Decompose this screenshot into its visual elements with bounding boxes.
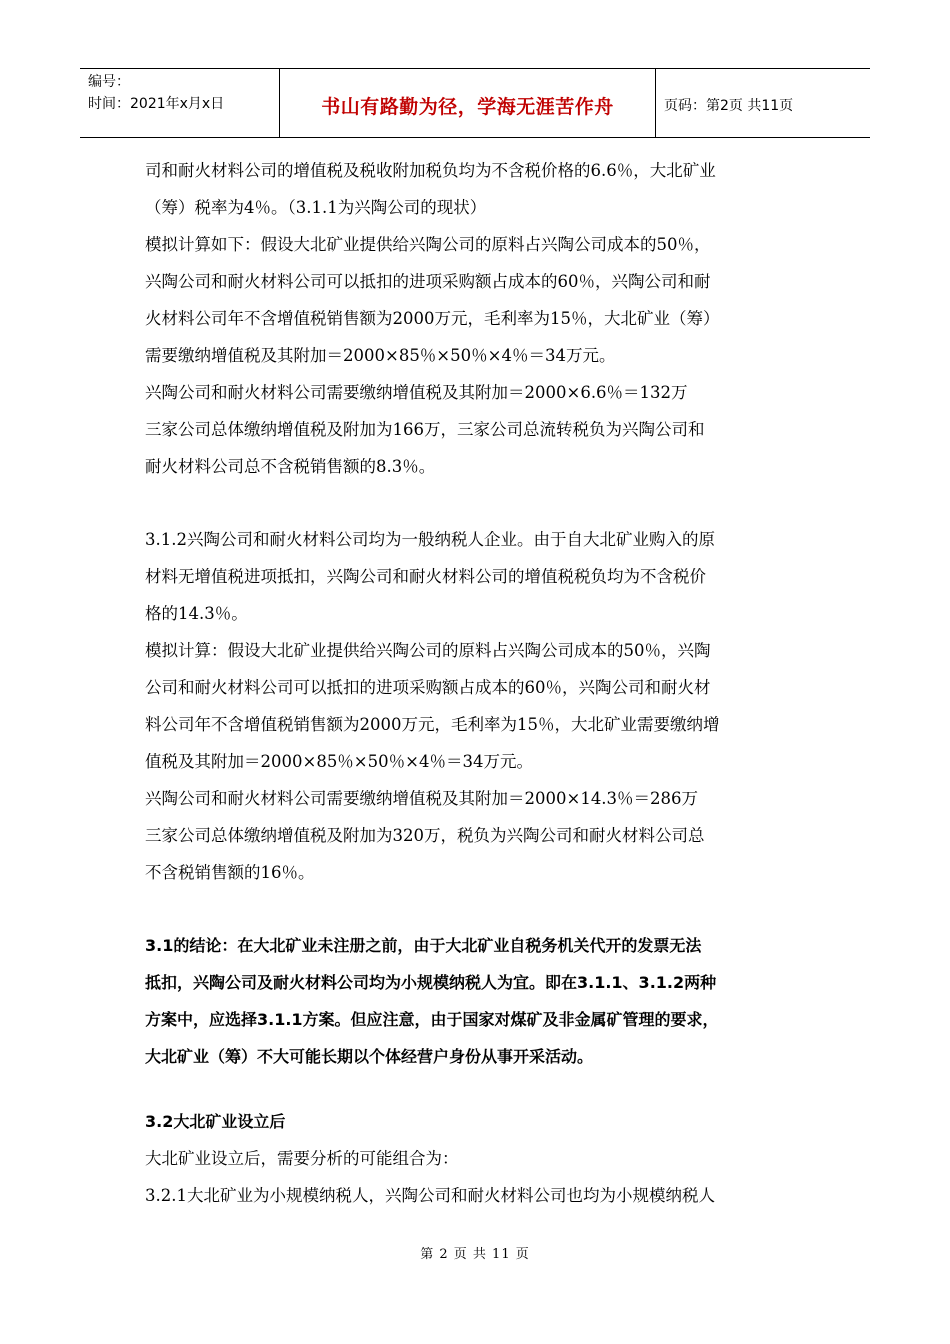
text-line: 司和耐火材料公司的增值税及税收附加税负均为不含税价格的6.6％，大北矿业 [145, 161, 716, 180]
paragraph-3-1-2 [145, 521, 815, 891]
text-line: 兴陶公司和耐火材料公司需要缴纳增值税及其附加＝2000×6.6％＝132万 [145, 383, 688, 402]
text-line: 耐火材料公司总不含税销售额的8.3％。 [145, 457, 436, 476]
document-body [145, 152, 815, 1214]
text-line: 三家公司总体缴纳增值税及附加为166万，三家公司总流转税负为兴陶公司和 [145, 420, 705, 439]
text-line: 不含税销售额的16％。 [145, 863, 315, 882]
text-line: 火材料公司年不含增值税销售额为2000万元，毛利率为15％，大北矿业（筹） [145, 309, 720, 328]
text-line: 值税及其附加＝2000×85％×50％×4％＝34万元。 [145, 752, 533, 771]
text-line: 大北矿业（筹）不大可能长期以个体经营户身份从事开采活动。 [145, 1047, 594, 1066]
text-line: 材料无增值税进项抵扣，兴陶公司和耐火材料公司的增值税税负均为不含税价 [145, 567, 706, 586]
paragraph-3-2 [145, 1140, 815, 1214]
text-line: 格的14.3％。 [145, 604, 248, 623]
page-header [80, 68, 870, 138]
header-page-info: 页码：第2页 共11页 [664, 98, 794, 114]
text-line: 模拟计算：假设大北矿业提供给兴陶公司的原料占兴陶公司成本的50％，兴陶 [145, 641, 711, 660]
text-line: 抵扣，兴陶公司及耐火材料公司均为小规模纳税人为宜。即在3.1.1、3.1.2两种 [145, 973, 717, 992]
text-line: （筹）税率为4％。（3.1.1为兴陶公司的现状） [145, 198, 487, 217]
text-line: 3.1.2兴陶公司和耐火材料公司均为一般纳税人企业。由于自大北矿业购入的原 [145, 530, 715, 549]
text-line: 3.1的结论：在大北矿业未注册之前，由于大北矿业自税务机关代开的发票无法 [145, 936, 702, 955]
header-meta [80, 69, 280, 137]
text-line: 大北矿业设立后，需要分析的可能组合为： [145, 1149, 459, 1168]
conclusion-3-1 [145, 927, 815, 1075]
document-number-label: 编号： [88, 74, 130, 90]
text-line: 方案中，应选择3.1.1方案。但应注意，由于国家对煤矿及非金属矿管理的要求， [145, 1010, 719, 1029]
text-line: 三家公司总体缴纳增值税及附加为320万，税负为兴陶公司和耐火材料公司总 [145, 826, 705, 845]
section-heading: 3.2大北矿业设立后 [145, 1112, 286, 1131]
paragraph-3-1-1 [145, 152, 815, 485]
text-line: 公司和耐火材料公司可以抵扣的进项采购额占成本的60％，兴陶公司和耐火材 [145, 678, 711, 697]
text-line: 兴陶公司和耐火材料公司可以抵扣的进项采购额占成本的60％，兴陶公司和耐 [145, 272, 711, 291]
paragraph-gap [145, 485, 815, 521]
paragraph-gap [145, 891, 815, 927]
text-line: 兴陶公司和耐火材料公司需要缴纳增值税及其附加＝2000×14.3％＝286万 [145, 789, 699, 808]
header-motto: 书山有路勤为径，学海无涯苦作舟 [280, 69, 656, 137]
text-line: 模拟计算如下：假设大北矿业提供给兴陶公司的原料占兴陶公司成本的50％， [145, 235, 711, 254]
text-line: 3.2.1大北矿业为小规模纳税人，兴陶公司和耐火材料公司也均为小规模纳税人 [145, 1186, 715, 1205]
text-line: 需要缴纳增值税及其附加＝2000×85％×50％×4％＝34万元。 [145, 346, 616, 365]
paragraph-gap [145, 1075, 815, 1103]
text-line: 料公司年不含增值税销售额为2000万元，毛利率为15％，大北矿业需要缴纳增 [145, 715, 720, 734]
document-date: 时间：2021年x月x日 [88, 96, 225, 112]
page-footer: 第 2 页 共 11 页 [420, 1247, 530, 1262]
